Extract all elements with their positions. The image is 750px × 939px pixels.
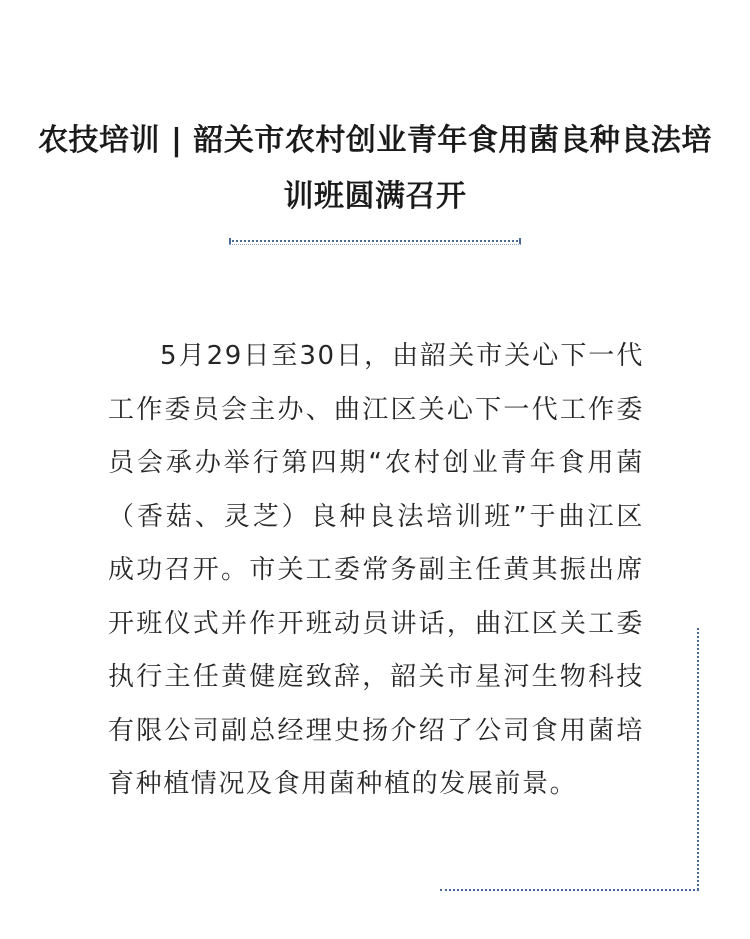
decorative-frame-right-border [697, 628, 699, 890]
title-divider-secondary [229, 244, 521, 245]
article-body-paragraph: 5月29日至30日，由韶关市关心下一代工作委员会主办、曲江区关心下一代工作委员会承办举行第四期“农村创业青年食用菌（香菇、灵芝）良种良法培训班”于曲江区成功召开。市关工委常务副主任黄其振出席开班仪式并作开班动员讲话，曲江区关工委执行主任黄健庭致辞，韶关市星河生物科技有限公司副总经理史扬介绍了公司食用菌培育种植情况及食用菌种植的发展前景。 [108, 341, 644, 799]
decorative-frame-bottom-border [440, 889, 699, 891]
article-title: 农技培训 | 韶关市农村创业青年食用菌良种良法培训班圆满召开 [38, 123, 712, 214]
title-divider [229, 240, 521, 242]
